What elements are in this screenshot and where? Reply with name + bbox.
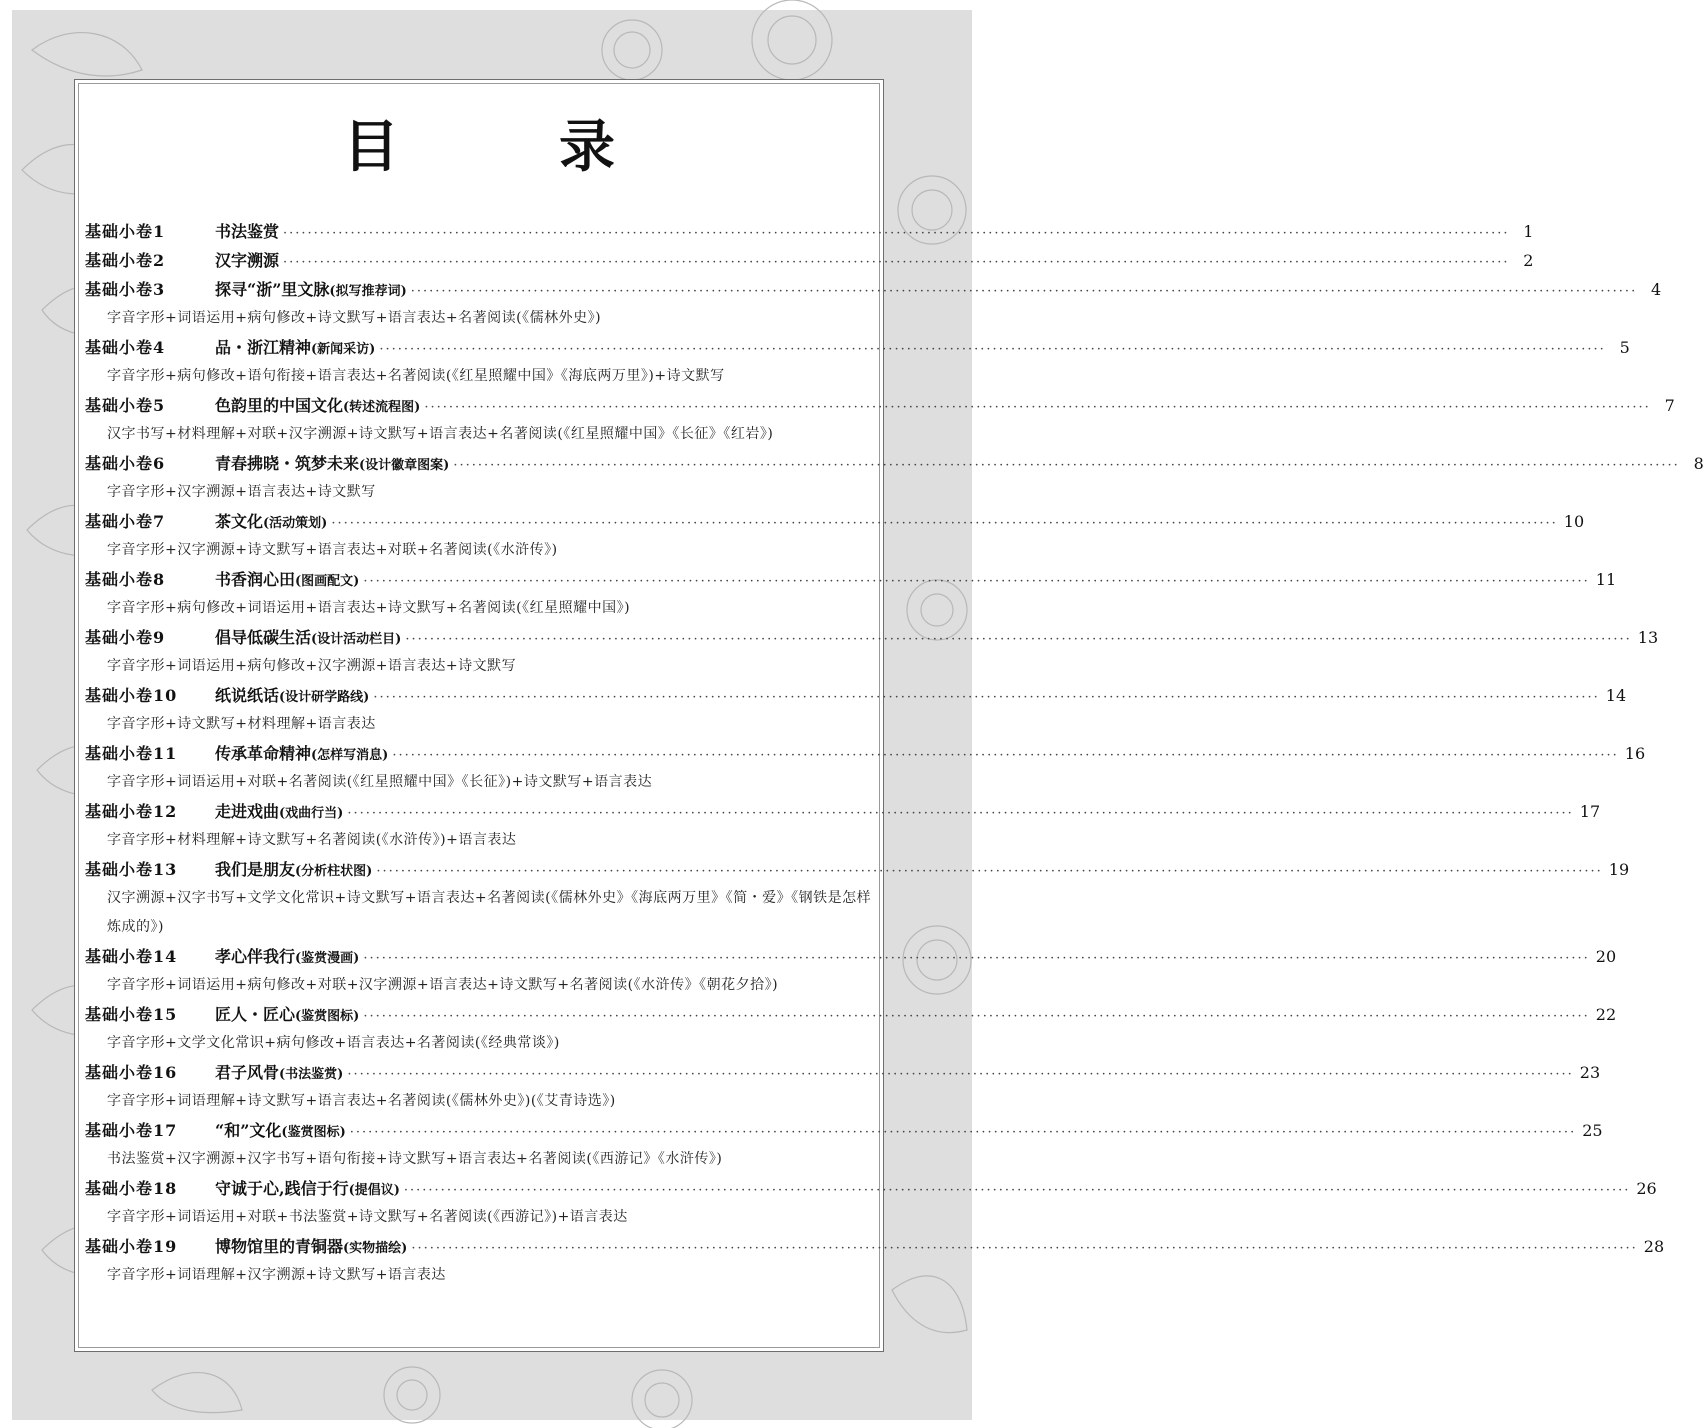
- toc-dot-leader: ········································································································································································································: [373, 690, 1600, 705]
- toc-entry: [85, 275, 1662, 333]
- toc-entry-label: 基础小卷7: [85, 512, 166, 531]
- toc-entry-page-number: 5: [1619, 338, 1630, 357]
- toc-entry-description: 汉字书写+材料理解+对联+汉字溯源+诗文默写+语言表达+名著阅读(《红星照耀中国》《长征》《红岩》): [107, 426, 774, 442]
- toc-entry-line: [85, 855, 1630, 884]
- toc-entry-page-number: 13: [1637, 628, 1659, 647]
- toc-entry-subtitle: (图画配文): [295, 574, 360, 589]
- toc-entry-page-number: 4: [1651, 280, 1662, 299]
- toc-entry-label: 基础小卷9: [85, 628, 166, 647]
- toc-entry: [85, 565, 1617, 623]
- toc-entry-title: 走进戏曲: [215, 802, 280, 821]
- toc-entry-line: [85, 217, 1534, 246]
- toc-entry-description: 字音字形+病句修改+语句衔接+语言表达+名著阅读(《红星照耀中国》《海底两万里》)+诗文默写: [107, 368, 725, 384]
- toc-entry-title: 匠人・匠心: [215, 1005, 296, 1024]
- toc-entry: [85, 855, 1630, 942]
- toc-entry-label: 基础小卷13: [85, 860, 178, 879]
- toc-dot-leader: ········································································································································································································: [349, 1125, 1577, 1140]
- toc-entry-label: 基础小卷1: [85, 222, 166, 241]
- toc-entry-title: 书香润心田: [215, 570, 296, 589]
- toc-entry: [85, 942, 1617, 1000]
- toc-entry: [85, 739, 1646, 797]
- toc-entry-title: “和”文化: [215, 1121, 282, 1140]
- page-title: 目 录: [343, 114, 667, 180]
- toc-dot-leader: ········································································································································································································: [331, 516, 1558, 531]
- toc-entry-subtitle: (活动策划): [263, 516, 328, 531]
- toc-entry-page-number: 17: [1579, 802, 1601, 821]
- toc-entry-label: 基础小卷2: [85, 251, 166, 270]
- toc-dot-leader: ········································································································································································································: [379, 342, 1606, 357]
- toc-entry-description: 字音字形+词语运用+病句修改+汉字溯源+语言表达+诗文默写: [107, 658, 517, 674]
- toc-entry-page-number: 16: [1624, 744, 1646, 763]
- toc-entry-line: [85, 623, 1659, 652]
- toc-dot-leader: ········································································································································································································: [363, 574, 1590, 589]
- toc-list: [85, 217, 1704, 1290]
- toc-entry-title: 汉字溯源: [215, 251, 280, 270]
- toc-entry-description: 字音字形+汉字溯源+诗文默写+语言表达+对联+名著阅读(《水浒传》): [107, 542, 558, 558]
- toc-entry-title: 传承革命精神: [215, 744, 312, 763]
- toc-entry: [85, 1116, 1603, 1174]
- toc-entry-line: [85, 1174, 1657, 1203]
- toc-entry-description: 字音字形+材料理解+诗文默写+名著阅读(《水浒传》)+语言表达: [107, 832, 517, 848]
- toc-entry-page-number: 25: [1582, 1121, 1603, 1140]
- toc-entry-line: [85, 739, 1646, 768]
- toc-entry-label: 基础小卷3: [85, 280, 166, 299]
- toc-entry-subtitle: (怎样写消息): [311, 748, 389, 763]
- toc-entry-description: 字音字形+词语运用+对联+书法鉴赏+诗文默写+名著阅读(《西游记》)+语言表达: [107, 1209, 628, 1225]
- toc-entry-subtitle: (鉴赏图标): [281, 1125, 346, 1140]
- toc-entry-title: 君子风骨: [215, 1063, 280, 1082]
- toc-entry-label: 基础小卷16: [85, 1063, 178, 1082]
- toc-entry-label: 基础小卷6: [85, 454, 166, 473]
- toc-entry-subtitle: (设计研学路线): [279, 690, 370, 705]
- toc-entry-line: [85, 681, 1627, 710]
- toc-entry-description: 字音字形+病句修改+词语运用+语言表达+诗文默写+名著阅读(《红星照耀中国》): [107, 600, 631, 616]
- toc-entry-title: 茶文化: [215, 512, 264, 531]
- toc-entry-page-number: 7: [1664, 396, 1675, 415]
- toc-entry: [85, 217, 1534, 246]
- toc-dot-leader: ········································································································································································································: [376, 864, 1603, 879]
- toc-entry-subtitle: (分析柱状图): [295, 864, 373, 879]
- toc-entry-page-number: 2: [1523, 251, 1534, 270]
- toc-dot-leader: ········································································································································································································: [392, 748, 1619, 763]
- toc-entry-label: 基础小卷17: [85, 1121, 178, 1140]
- toc-entry-title: 书法鉴赏: [215, 222, 280, 241]
- toc-entry-line: [85, 449, 1704, 478]
- toc-entry-title: 我们是朋友: [215, 860, 296, 879]
- toc-entry-line: [85, 246, 1534, 275]
- toc-entry-subtitle: (鉴赏图标): [295, 1009, 360, 1024]
- toc-dot-leader: ········································································································································································································: [424, 400, 1651, 415]
- toc-entry-subtitle: (戏曲行当): [279, 806, 344, 821]
- toc-entry-page-number: 1: [1523, 222, 1534, 241]
- toc-entry-page-number: 10: [1563, 512, 1585, 531]
- toc-entry-title: 青春拂晓・筑梦未来: [215, 454, 360, 473]
- toc-entry-page-number: 28: [1643, 1237, 1665, 1256]
- toc-entry-page-number: 22: [1595, 1005, 1617, 1024]
- toc-card: [74, 79, 1704, 1352]
- toc-dot-leader: ········································································································································································································: [411, 1241, 1638, 1256]
- toc-entry-subtitle: (设计徽章图案): [359, 458, 450, 473]
- toc-entry-subtitle: (转述流程图): [343, 400, 421, 415]
- toc-dot-leader: ········································································································································································································: [347, 1067, 1574, 1082]
- toc-entry-line: [85, 797, 1601, 826]
- toc-entry: [85, 1232, 1665, 1290]
- toc-entry-page-number: 20: [1595, 947, 1617, 966]
- toc-entry-line: [85, 507, 1585, 536]
- toc-entry-label: 基础小卷19: [85, 1237, 178, 1256]
- toc-entry-line: [85, 275, 1662, 304]
- toc-entry-label: 基础小卷11: [85, 744, 178, 763]
- toc-entry-title: 探寻“浙”里文脉: [215, 280, 330, 299]
- toc-entry-title: 博物馆里的青铜器: [215, 1237, 344, 1256]
- toc-entry-line: [85, 1058, 1601, 1087]
- toc-entry: [85, 797, 1601, 855]
- toc-entry-line: [85, 333, 1630, 362]
- toc-entry-description: 字音字形+汉字溯源+语言表达+诗文默写: [107, 484, 376, 500]
- toc-entry-subtitle: (拟写推荐词): [329, 284, 407, 299]
- toc-entry-description: 书法鉴赏+汉字溯源+汉字书写+语句衔接+诗文默写+语言表达+名著阅读(《西游记》《水浒传》): [107, 1151, 723, 1167]
- toc-entry-description: 字音字形+词语理解+诗文默写+语言表达+名著阅读(《儒林外史》)(《艾青诗选》): [107, 1093, 616, 1109]
- toc-entry: [85, 333, 1630, 391]
- toc-entry-page-number: 8: [1693, 454, 1704, 473]
- toc-dot-leader: ········································································································································································································: [410, 284, 1638, 299]
- toc-entry-subtitle: (书法鉴赏): [279, 1067, 344, 1082]
- toc-entry-subtitle: (提倡议): [348, 1183, 400, 1198]
- toc-entry-subtitle: (设计活动栏目): [311, 632, 402, 647]
- toc-entry-description: 字音字形+词语运用+对联+名著阅读(《红星照耀中国》《长征》)+诗文默写+语言表达: [107, 774, 653, 790]
- toc-entry-label: 基础小卷4: [85, 338, 166, 357]
- toc-entry-line: [85, 565, 1617, 594]
- toc-entry-label: 基础小卷15: [85, 1005, 178, 1024]
- toc-entry-title: 色韵里的中国文化: [215, 396, 344, 415]
- toc-entry: [85, 391, 1675, 449]
- toc-entry-page-number: 14: [1605, 686, 1627, 705]
- toc-entry-label: 基础小卷14: [85, 947, 178, 966]
- toc-entry: [85, 449, 1704, 507]
- toc-entry-subtitle: (新闻采访): [311, 342, 376, 357]
- toc-entry-page-number: 11: [1595, 570, 1617, 589]
- toc-entry-description: 字音字形+词语运用+病句修改+诗文默写+语言表达+名著阅读(《儒林外史》): [107, 310, 602, 326]
- toc-entry-label: 基础小卷8: [85, 570, 166, 589]
- toc-dot-leader: ········································································································································································································: [347, 806, 1574, 821]
- toc-entry-line: [85, 1232, 1665, 1261]
- toc-entry: [85, 623, 1659, 681]
- toc-entry-label: 基础小卷18: [85, 1179, 178, 1198]
- toc-entry-subtitle: (实物描绘): [343, 1241, 408, 1256]
- toc-entry-label: 基础小卷12: [85, 802, 178, 821]
- toc-entry-line: [85, 1000, 1617, 1029]
- toc-entry-line: [85, 391, 1675, 420]
- toc-dot-leader: ········································································································································································································: [403, 1183, 1631, 1198]
- toc-dot-leader: ········································································································································································································: [283, 255, 1510, 270]
- toc-entry-description: 字音字形+文学文化常识+病句修改+语言表达+名著阅读(《经典常谈》): [107, 1035, 560, 1051]
- toc-entry: [85, 1174, 1657, 1232]
- toc-entry-description: 字音字形+诗文默写+材料理解+语言表达: [107, 716, 376, 732]
- toc-entry-subtitle: (鉴赏漫画): [295, 951, 360, 966]
- toc-entry-page-number: 23: [1579, 1063, 1601, 1082]
- toc-entry: [85, 507, 1585, 565]
- toc-entry-page-number: 26: [1636, 1179, 1657, 1198]
- toc-entry-title: 纸说纸话: [215, 686, 280, 705]
- toc-dot-leader: ········································································································································································································: [363, 951, 1590, 966]
- toc-entry: [85, 681, 1627, 739]
- toc-entry-description: 汉字溯源+汉字书写+文学文化常识+诗文默写+语言表达+名著阅读(《儒林外史》《海底两万里》《简・爱》《钢铁是怎样炼成的》): [107, 890, 872, 935]
- toc-entry-title: 守诚于心,践信于行: [215, 1179, 349, 1198]
- toc-entry-label: 基础小卷10: [85, 686, 178, 705]
- toc-dot-leader: ········································································································································································································: [283, 226, 1510, 241]
- toc-entry-title: 品・浙江精神: [215, 338, 312, 357]
- toc-entry: [85, 1058, 1601, 1116]
- toc-entry-description: 字音字形+词语运用+病句修改+对联+汉字溯源+语言表达+诗文默写+名著阅读(《水浒传》《朝花夕拾》): [107, 977, 779, 993]
- toc-entry-line: [85, 942, 1617, 971]
- toc-entry-title: 孝心伴我行: [215, 947, 296, 966]
- toc-entry-line: [85, 1116, 1603, 1145]
- toc-entry-description: 字音字形+词语理解+汉字溯源+诗文默写+语言表达: [107, 1267, 446, 1283]
- toc-dot-leader: ········································································································································································································: [405, 632, 1632, 647]
- toc-entry: [85, 1000, 1617, 1058]
- toc-dot-leader: ········································································································································································································: [453, 458, 1680, 473]
- toc-entry-label: 基础小卷5: [85, 396, 166, 415]
- toc-entry-title: 倡导低碳生活: [215, 628, 312, 647]
- toc-dot-leader: ········································································································································································································: [363, 1009, 1590, 1024]
- toc-entry: [85, 246, 1534, 275]
- toc-entry-page-number: 19: [1608, 860, 1630, 879]
